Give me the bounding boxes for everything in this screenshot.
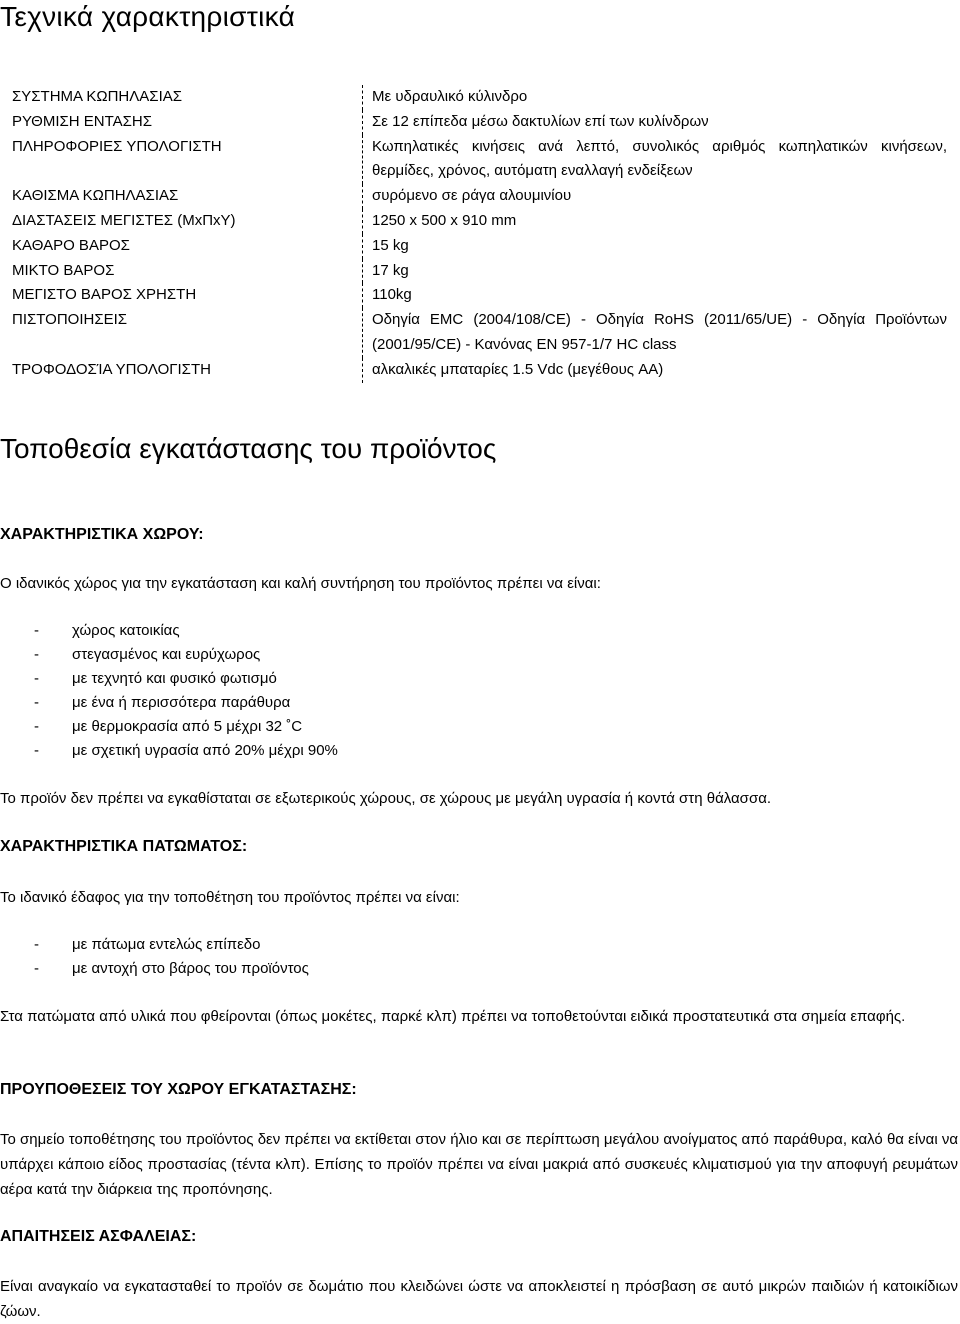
spec-value: 1250 x 500 x 910 mm xyxy=(362,209,947,234)
floor-note: Στα πατώματα από υλικά που φθείρονται (όπως μοκέτες, παρκέ κλπ) πρέπει να τοποθετούνται ειδικά προστατευτικά στα σημεία επαφής. xyxy=(0,1008,906,1025)
spec-label: ΚΑΘΙΣΜΑ ΚΩΠΗΛΑΣΙΑΣ xyxy=(12,187,179,205)
spec-row xyxy=(0,308,960,358)
room-intro: Ο ιδανικός χώρος για την εγκατάσταση και καλή συντήρηση του προϊόντος πρέπει να είναι: xyxy=(0,575,601,592)
spec-row xyxy=(0,110,960,135)
spec-label: ΜΕΓΙΣΤΟ ΒΑΡΟΣ ΧΡΗΣΤΗ xyxy=(12,286,197,304)
spec-value: 15 kg xyxy=(362,234,947,259)
spec-row xyxy=(0,283,960,308)
spec-value: συρόμενο σε ράγα αλουμινίου xyxy=(362,184,947,209)
spec-row xyxy=(0,135,960,185)
floor-intro: Το ιδανικό έδαφος για την τοποθέτηση του προϊόντος πρέπει να είναι: xyxy=(0,889,460,906)
spec-label: ΠΛΗΡΟΦΟΡΙΕΣ ΥΠΟΛΟΓΙΣΤΗ xyxy=(12,137,222,155)
safety-heading: ΑΠΑΙΤΗΣΕΙΣ ΑΣΦΑΛΕΙΑΣ: xyxy=(0,1228,197,1245)
room-note: Το προϊόν δεν πρέπει να εγκαθίσταται σε εξωτερικούς χώρους, σε χώρους με μεγάλη υγρασία ή κοντά στη θάλασσα. xyxy=(0,790,772,807)
spec-label: ΡΥΘΜΙΣΗ ΕΝΤΑΣΗΣ xyxy=(12,112,153,130)
spec-row xyxy=(0,259,960,284)
spec-row xyxy=(0,358,960,383)
spec-label: ΚΑΘΑΡΟ ΒΑΡΟΣ xyxy=(12,236,130,254)
spec-row xyxy=(0,85,960,110)
safety-text: Είναι αναγκαίο να εγκατασταθεί το προϊόν σε δωμάτιο που κλειδώνει ώστε να αποκλειστεί η πρόσβαση σε αυτό μικρών παιδιών ή κατοικίδιων ζώων. xyxy=(0,1278,958,1320)
spec-label: ΜΙΚΤΟ ΒΑΡΟΣ xyxy=(12,261,115,279)
prerequisites-heading: ΠΡΟΥΠΟΘΕΣΕΙΣ ΤΟΥ ΧΩΡΟΥ ΕΓΚΑΤΑΣΤΑΣΗΣ: xyxy=(0,1081,357,1098)
spec-row xyxy=(0,209,960,234)
spec-value: Κωπηλατικές κινήσεις ανά λεπτό, συνολικός αριθμός κωπηλατικών κινήσεων, θερμίδες, χρόνος, αυτόματη εναλλαγή ενδείξεων xyxy=(362,135,947,185)
spec-value: 17 kg xyxy=(362,259,947,284)
spec-value: Οδηγία EMC (2004/108/CE) - Οδηγία RoHS (2011/65/UE) - Οδηγία Προϊόντων (2001/95/CE) - Κανόνας EN 957-1/7 HC class xyxy=(362,308,947,358)
spec-row xyxy=(0,234,960,259)
prerequisites-text: Το σημείο τοποθέτησης του προϊόντος δεν πρέπει να εκτίθεται στον ήλιο και σε περίπτωση μεγάλου ανοίγματος από παράθυρα, καλό θα είναι να υπάρχει κάποιο είδος προστασίας (τέντα κλπ). Επίσης το προϊόν πρέπει να είναι μακριά από συσκευές κλιματισμού για την αποφυγή ρευμάτων αέρα κατά την διάρκεια της προπόνησης. xyxy=(0,1131,958,1198)
spec-label: ΣΥΣΤΗΜΑ ΚΩΠΗΛΑΣΙΑΣ xyxy=(12,88,183,105)
spec-value: 110kg xyxy=(362,283,947,308)
floor-heading: ΧΑΡΑΚΤΗΡΙΣΤΙΚΑ ΠΑΤΩΜΑΤΟΣ: xyxy=(0,838,248,855)
spec-table xyxy=(0,85,960,383)
spec-value: Σε 12 επίπεδα μέσω δακτυλίων επί των κυλίνδρων xyxy=(362,110,947,135)
spec-value: Με υδραυλικό κύλινδρο xyxy=(362,85,947,110)
spec-value: αλκαλικές μπαταρίες 1.5 Vdc (μεγέθους AA) xyxy=(362,358,947,383)
room-heading: ΧΑΡΑΚΤΗΡΙΣΤΙΚΑ ΧΩΡΟΥ: xyxy=(0,526,204,543)
section-title: Τοποθεσία εγκατάστασης του προϊόντος xyxy=(0,433,497,464)
spec-label: ΤΡΟΦΟΔΟΣΊΑ ΥΠΟΛΟΓΙΣΤΗ xyxy=(12,360,211,378)
spec-label: ΠΙΣΤΟΠΟΙΗΣΕΙΣ xyxy=(12,311,128,329)
spec-label: ΔΙΑΣΤΑΣΕΙΣ ΜΕΓΙΣΤΕΣ (ΜxΠxΥ) xyxy=(12,211,236,229)
page-title: Τεχνικά χαρακτηριστικά xyxy=(0,1,296,32)
spec-row xyxy=(0,184,960,209)
